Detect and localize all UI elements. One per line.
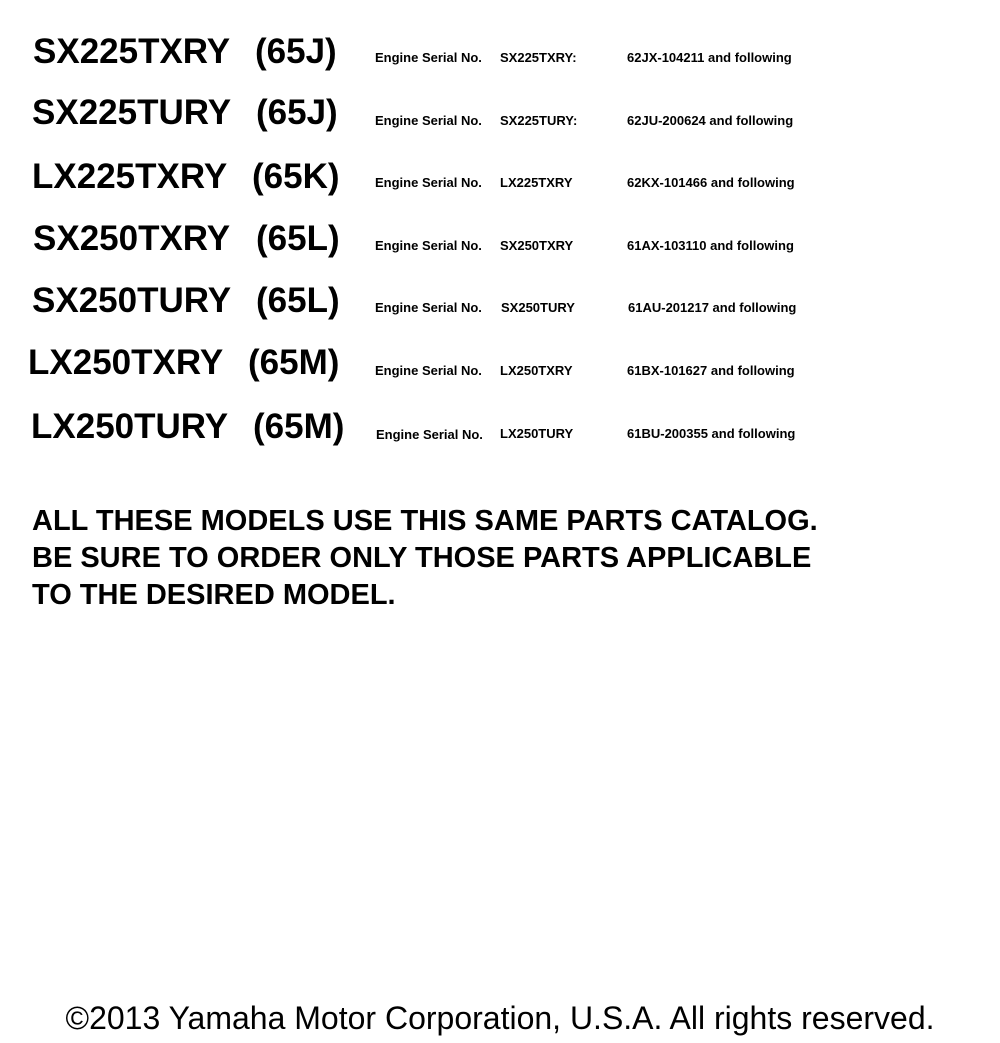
model-row	[0, 93, 1000, 143]
serial-label: Engine Serial No.	[375, 238, 482, 253]
serial-label: Engine Serial No.	[375, 175, 482, 190]
model-name: LX250TXRY	[28, 343, 224, 382]
serial-model: SX250TURY	[501, 300, 575, 315]
serial-model: SX225TURY:	[500, 113, 578, 128]
model-code: (65M)	[248, 343, 340, 382]
model-name: SX250TXRY	[33, 219, 231, 258]
model-row	[0, 157, 1000, 207]
notice-line: ALL THESE MODELS USE THIS SAME PARTS CATALOG.	[32, 505, 818, 537]
model-row	[0, 343, 1000, 393]
model-name: LX225TXRY	[32, 157, 228, 196]
serial-label: Engine Serial No.	[375, 300, 482, 315]
model-code: (65L)	[256, 219, 340, 258]
model-name: SX225TURY	[32, 93, 232, 132]
serial-model: LX250TURY	[500, 426, 574, 441]
serial-range: 61BU-200355 and following	[627, 426, 796, 441]
serial-label: Engine Serial No.	[375, 113, 482, 128]
serial-range: 62JX-104211 and following	[627, 50, 792, 65]
notice-line: BE SURE TO ORDER ONLY THOSE PARTS APPLICABLE	[32, 542, 812, 574]
model-code: (65K)	[252, 157, 340, 196]
catalog-notice	[32, 503, 932, 614]
serial-range: 62JU-200624 and following	[627, 113, 794, 128]
model-row	[0, 219, 1000, 269]
model-name: SX250TURY	[32, 281, 232, 320]
serial-model: SX250TXRY	[500, 238, 574, 253]
model-code: (65M)	[253, 407, 345, 446]
notice-line: TO THE DESIRED MODEL.	[32, 579, 396, 611]
serial-model: LX225TXRY	[500, 175, 573, 190]
model-name: SX225TXRY	[33, 32, 231, 71]
serial-range: 61BX-101627 and following	[627, 363, 795, 378]
model-row	[0, 407, 1000, 457]
serial-range: 62KX-101466 and following	[627, 175, 795, 190]
model-name: LX250TURY	[31, 407, 229, 446]
model-code: (65J)	[255, 32, 337, 71]
serial-range: 61AU-201217 and following	[628, 300, 797, 315]
serial-label: Engine Serial No.	[376, 427, 483, 442]
serial-range: 61AX-103110 and following	[627, 238, 794, 253]
copyright-notice: ©2013 Yamaha Motor Corporation, U.S.A. All rights reserved.	[65, 1000, 935, 1036]
serial-label: Engine Serial No.	[375, 50, 482, 65]
serial-label: Engine Serial No.	[375, 363, 482, 378]
serial-model: LX250TXRY	[500, 363, 573, 378]
model-row	[0, 32, 1000, 82]
serial-model: SX225TXRY:	[500, 50, 577, 65]
model-code: (65J)	[256, 93, 338, 132]
model-row	[0, 281, 1000, 331]
model-code: (65L)	[256, 281, 340, 320]
